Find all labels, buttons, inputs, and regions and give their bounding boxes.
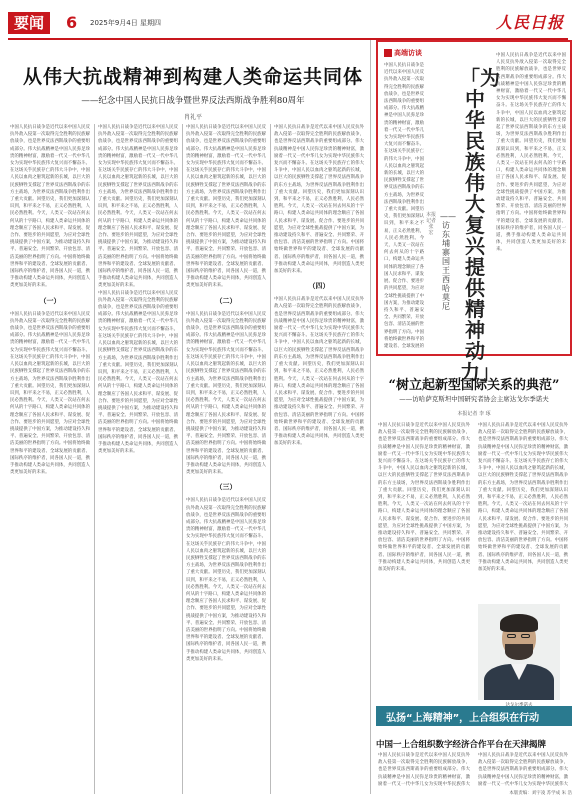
page-header bbox=[8, 10, 568, 40]
column-text: 中国人民抗日战争是近代以来中国人民反抗外敌入侵第一次取得完全胜利的民族解放战争，也是世界反法西斯战争的重要组成部分。伟大抗战精神是中国人民弥足珍贵的精神财富，激励着一代又一代中华儿女为实现中华民族伟大复兴而不懈奋斗。在这场关乎民族存亡的伟大斗争中，中国人民以血肉之躯筑起新的长城，以巨大的民族牺牲支撑起了世界反法西斯战争的东方主战场，为世界反法西斯战争胜利作出了重大贡献。回望历史，我们更加深刻认识到，和平来之不易，正义必然胜利，人民必然胜利。今天，人类又一次站在何去何从的十字路口，构建人类命运共同体的理念顺应了各国人民求和平、谋发展、促合作、要进步的共同愿望，为应对全球性挑战提供了中国方案，为推动建设持久和平、普遍安全、共同繁荣、开放包容、清洁美丽的世界指明了方向。中国将始终做世界和平的建设者、全球发展的贡献者、国际秩序的维护者，同各国人民一道，携手推动构建人类命运共同体，共同创造人类更加美好的未来。 bbox=[274, 297, 364, 447]
column-text: 中国人民抗日战争是近代以来中国人民反抗外敌入侵第一次取得完全胜利的民族解放战争，也是世界反法西斯战争的重要组成部分。伟大抗战精神是中国人民弥足珍贵的精神财富，激励着一代又一代中华儿女为实现中华民族伟大复兴而不懈奋斗。在这场关乎民族存亡的伟大斗争中，中国人民以血肉之躯筑起新的长城，以巨大的民族牺牲支撑起了世界反法西斯战争的东方主战场，为世界反法西斯战争胜利作出了重大贡献。回望历史，我们更加深刻认识到，和平来之不易，正义必然胜利，人民必然胜利。今天，人类又一次站在何去何从的十字路口，构建人类命运共同体的理念顺应了各国人民求和平、谋发展、促合作、要进步的共同愿望，为应对全球性挑战提供了中国方案，为推动建设持久和平、普遍安全、共同繁荣、开放包容、清洁美丽的世界指明了方向。中国将始终做世界和平的建设者、全球发展的贡献者、国际秩序的维护者，同各国人民一道，携手推动构建人类命运共同体，共同创造人类更加美好的未来。 bbox=[10, 125, 90, 289]
section-heading-2: （二） bbox=[215, 295, 237, 305]
column-text: 中国人民抗日战争是近代以来中国人民反抗外敌入侵第一次取得完全胜利的民族解放战争，也是世界反法西斯战争的重要组成部分。伟大抗战精神是中国人民弥足珍贵的精神财富，激励着一代又一代中华儿女为实现中华民族伟大复兴而不懈奋斗。在这场关乎民族存亡的伟大斗争中，中国人民以血肉之躯筑起新的长城，以巨大的民族牺牲支撑起了世界反法西斯战争的东方主战场，为世界反法西斯战争胜利作出了重大贡献。回望历史，我们更加深刻认识到，和平来之不易，正义必然胜利，人民必然胜利。今天，人类又一次站在何去何从的十字路口，构建人类命运共同体的理念顺应了各国人民求和平、谋发展、促合作、要进步的共同愿望，为应对全球性挑战提供了中国方案，为推动建设持久和平、普遍安全、共同繁荣、开放包容、清洁美丽的世界指明了方向。中国将始终做世界和平的建设者、全球发展的贡献者、国际秩序的维护者，同各国人民一道，携手推动构建人类命运共同体，共同创造人类更加美好的未来。 bbox=[98, 290, 178, 455]
column-divider bbox=[370, 40, 371, 794]
photo-glasses-right bbox=[521, 634, 530, 638]
column-divider bbox=[94, 124, 95, 794]
article2-byline: 本报记者 李 琢 bbox=[457, 411, 491, 417]
article3-text-left bbox=[378, 752, 470, 788]
column-text: 中国人民抗日战争是近代以来中国人民反抗外敌入侵第一次取得完全胜利的民族解放战争，也是世界反法西斯战争的重要组成部分。伟大抗战精神是中国人民弥足珍贵的精神财富，激励着一代又一代中华儿女为实现中华民族伟大复兴而不懈奋斗。在这场关乎民族存亡的伟大斗争中，中国人民以血肉之躯筑起新的长城，以巨大的民族牺牲支撑起了世界反法西斯战争的东方主战场，为世界反法西斯战争胜利作出了重大贡献。回望历史，我们更加深刻认识到，和平来之不易，正义必然胜利，人民必然胜利。今天，人类又一次站在何去何从的十字路口，构建人类命运共同体的理念顺应了各国人民求和平、谋发展、促合作、要进步的共同愿望，为应对全球性挑战提供了中国方案，为推动建设持久和平、普遍安全、共同繁荣、开放包容、清洁美丽的世界指明了方向。中国将始终做世界和平的建设者、全球发展的贡献者、国际秩序的维护者，同各国人民一道，携手推动构建人类命运共同体，共同创造人类更加美好的未来。 bbox=[186, 498, 266, 662]
column-text: 中国人民抗日战争是近代以来中国人民反抗外敌入侵第一次取得完全胜利的民族解放战争，也是世界反法西斯战争的重要组成部分。伟大抗战精神是中国人民弥足珍贵的精神财富，激励着一代又一代中华儿女为实现中华民族伟大复兴而不懈奋斗。在这场关乎民族存亡的伟大斗争中，中国人民以血肉之躯筑起新的长城，以巨大的民族牺牲支撑起了世界反法西斯战争的东方主战场，为世界反法西斯战争胜利作出了重大贡献。回望历史，我们更加深刻认识到，和平来之不易，正义必然胜利，人民必然胜利。今天，人类又一次站在何去何从的十字路口，构建人类命运共同体的理念顺应了各国人民求和平、谋发展、促合作、要进步的共同愿望，为应对全球性挑战提供了中国方案，为推动建设持久和平、普遍安全、共同繁荣、开放包容、清洁美丽的世界指明了方向。中国将始终做世界和平的建设者、全球发展的 bbox=[384, 63, 424, 348]
feature-interview-box bbox=[376, 40, 572, 384]
main-subheadline: ——纪念中国人民抗日战争暨世界反法西斯战争胜利80周年 bbox=[81, 96, 305, 106]
photo-glasses-left bbox=[507, 634, 516, 638]
page-number: 6 bbox=[66, 13, 78, 32]
section-heading-3: （三） bbox=[215, 482, 237, 492]
article2-headline: “树立起新型国际关系的典范” bbox=[388, 378, 560, 393]
portrait-photo bbox=[478, 604, 560, 700]
page-credits: 本版责编：刘宇凌 苏学成 朱 浩 bbox=[509, 791, 572, 796]
masthead-logo: 人民日报 bbox=[495, 13, 564, 32]
feature-text-left bbox=[384, 62, 424, 348]
tag-square-icon bbox=[384, 49, 392, 57]
column-text: 中国人民抗日战争是近代以来中国人民反抗外敌入侵第一次取得完全胜利的民族解放战争，也是世界反法西斯战争的重要组成部分。伟大抗战精神是中国人民弥足珍贵的精神财富，激励着一代又一代中华儿女为实现中华民族伟大 bbox=[378, 753, 470, 787]
main-headline: 从伟大抗战精神到构建人类命运共同体 bbox=[22, 66, 363, 88]
topic-banner bbox=[376, 706, 572, 726]
photo-beard bbox=[505, 644, 533, 660]
issue-date: 2025年9月4日 星期四 bbox=[90, 19, 161, 27]
column-text: 中国人民抗日战争是近代以来中国人民反抗外敌入侵第一次取得完全胜利的民族解放战争，也是世界反法西斯战争的重要组成部分。伟大抗战精神是中国人民弥足珍贵的精神财富，激励着一代又一代中华儿女为实现中华民族伟大复兴而不懈奋斗。在这场关乎民族存亡的伟大斗争中，中国人民以血肉之躯筑起新的长城，以巨大的民族牺牲支撑起了世界反法西斯战争的东方主战场，为世界反法西斯战争胜利作出了重大贡献。回望历史，我们更加深刻认识到，和平来之不易，正义必然胜利，人民必然胜利。今天，人类又一次站在何去何从的十字路口，构建人类命运共同体的理念顺应了各国人民求和平、谋发展、促合作、要进步的共同愿望，为应对全球性挑战提供了中国方案，为推动建设持久和平、普遍安全、共同繁荣、开放包容、清洁美丽的世界指明了方向。中国将始终做世界和平的建设者、全球发展的贡献者、国际秩序的维护者，同各国人民一道，携手推动构建人类命运共同体，共同创造人类更加美好的未来。 bbox=[98, 125, 178, 289]
column-text: 中国人民抗日战争是近代以来中国人民反抗外敌入侵第一次取得完全胜利的民族解放战争，也是世界反法西斯战争的重要组成部分。伟大抗战精神是中国人民弥足珍贵的精神财富，激励着一代又一代中华儿女为实现中华民族伟大复兴而不懈奋斗。在这场关乎民族存亡的伟大斗争中，中国人民以血肉之躯筑起新的长城，以巨大的民族牺牲支撑起了世界反法西斯战争的东方主战场，为世界反法西斯战争胜利作出了重大贡献。回望历史，我们更加深刻认识到，和平来之不易，正义必然胜利，人民必然胜利。今天，人类又一次站在何去何从的十字路口，构建人类命运共同体的理念顺应了各国人民求和平、谋发展、促合作、要进步的共同愿望，为应对全球性挑战提供了中国方案，为推动建设持久和平、普遍安全、共同繁荣、开放包容、清洁美丽的世界指明了方向。中国将始终做世界和平的建设者、全球发展的贡献者、国际秩序的维护者，同各国人民一道，携手推动构建人类命运共同体，共同创造人类更加美好的未来。 bbox=[186, 125, 266, 289]
section-heading-4: （四） bbox=[308, 281, 330, 291]
column-text: 中国人民抗日战争是近代以来中国人民反抗外敌入侵第一次取得完全胜利的民族解放战争，也是世界反法西斯战争的重要组成部分。伟大抗战精神是中国人民弥足珍贵的精神财富，激励着一代又一代中华儿女为实现中华民族伟大复兴而不懈奋斗。在这场关乎民族存亡的伟大斗争中，中国人民以血肉之躯筑起新的长城，以巨大的民族牺牲支撑起了世界反法西斯战争的东方主战场，为世界反法西斯战争胜利作出了重大贡献。回望历史，我们更加深刻认识到，和平来之不易，正义必然胜利，人民必然胜利。今天，人类又一次站在何去何从的十字路口，构建人类命运共同体的理念顺应了各国人民求和平、谋发展、促合作、要进步的共同愿望，为应对全球性挑战提供了中国方案，为推动建设持久和平、普遍安全、共同繁荣、开放包容、清洁美丽的世界指明了方向。中国将始终做世界和平的建设者、全球发展的贡献者、国际秩序的维护者，同各国人民一道，携手推动构建人类命运共同体，共同创造人类更加美好的未来。 bbox=[378, 423, 470, 573]
text-column-3 bbox=[186, 124, 266, 796]
column-text: 中国人民抗日战争是近代以来中国人民反抗外敌入侵第一次取得完全胜利的民族解放战争，也是世界反法西斯战争的重要组成部分。伟大抗战精神是中国人民弥足珍贵的精神财富，激励着一代又一代中华儿女为实现中华民族伟大复兴而不懈奋斗。在这场关乎民族存亡的伟大斗争中，中国人民以血肉之躯筑起新的长城，以巨大的民族牺牲支撑起了世界反法西斯战争的东方主战场，为世界反法西斯战争胜利作出了重大贡献。回望历史，我们更加深刻认识到，和平来之不易，正义必然胜利，人民必然胜利。今天，人类又一次站在何去何从的十字路口，构建人类命运共同体的理念顺应了各国人民求和平、谋发展、促合作、要进步的共同愿望，为应对全球性挑战提供了中国方案，为推动建设持久和平、普遍安全、共同繁荣、开放包容、清洁美丽的世界指明了方向。中国将始终做世界和平的建设者、全球发展的贡献者、国际秩序的维护者，同各国人民一道，携手推动构建人类命运共同体，共同创造人类更加美好的未来。 bbox=[274, 125, 364, 275]
feature-text-right bbox=[496, 52, 566, 348]
column-text: 中国人民抗日战争是近代以来中国人民反抗外敌入侵第一次取得完全胜利的民族解放战争，也是世界反法西斯战争的重要组成部分。伟大抗战精神是中国人民弥足珍贵的精神财富，激励着一代又一代中华儿女为实现中华民族伟大 bbox=[478, 753, 568, 787]
column-text: 中国人民抗日战争是近代以来中国人民反抗外敌入侵第一次取得完全胜利的民族解放战争，也是世界反法西斯战争的重要组成部分。伟大抗战精神是中国人民弥足珍贵的精神财富，激励着一代又一代中华儿女为实现中华民族伟大复兴而不懈奋斗。在这场关乎民族存亡的伟大斗争中，中国人民以血肉之躯筑起新的长城，以巨大的民族牺牲支撑起了世界反法西斯战争的东方主战场，为世界反法西斯战争胜利作出了重大贡献。回望历史，我们更加深刻认识到，和平来之不易，正义必然胜利，人民必然胜利。今天，人类又一次站在何去何从的十字路口，构建人类命运共同体的理念顺应了各国人民求和平、谋发展、促合作、要进步的共同愿望，为应对全球性挑战提供了中国方案，为推动建设持久和平、普遍安全、共同繁荣、开放包容、清洁美丽的世界指明了方向。中国将始终做世界和平的建设者、全球发展的贡献者、国际秩序的维护者，同各国人民一道，携手推动构建人类命运共同体，共同创造人类更加美好的未来。 bbox=[496, 53, 566, 253]
feature-subheadline: ——访东埔寨国王西哈莫尼 bbox=[440, 212, 456, 311]
feature-reporter: 本报记者 张 宏 bbox=[426, 212, 437, 236]
section-label: 要闻 bbox=[8, 12, 50, 34]
main-byline: 肖礼平 bbox=[183, 114, 202, 121]
article3-headline: 中国一上合组织数字经济合作平台在天津揭牌 bbox=[376, 740, 547, 750]
feature-tag-label: 高端访谈 bbox=[394, 49, 422, 57]
article2-subheadline: ——访哈萨克斯坦中国研究者协会主席达戈尔季诺夫 bbox=[399, 395, 549, 403]
column-divider bbox=[182, 124, 183, 794]
text-column-1 bbox=[10, 124, 90, 796]
column-text: 中国人民抗日战争是近代以来中国人民反抗外敌入侵第一次取得完全胜利的民族解放战争，也是世界反法西斯战争的重要组成部分。伟大抗战精神是中国人民弥足珍贵的精神财富，激励着一代又一代中华儿女为实现中华民族伟大复兴而不懈奋斗。在这场关乎民族存亡的伟大斗争中，中国人民以血肉之躯筑起新的长城，以巨大的民族牺牲支撑起了世界反法西斯战争的东方主战场，为世界反法西斯战争胜利作出了重大贡献。回望历史，我们更加深刻认识到，和平来之不易，正义必然胜利，人民必然胜利。今天，人类又一次站在何去何从的十字路口，构建人类命运共同体的理念顺应了各国人民求和平、谋发展、促合作、要进步的共同愿望，为应对全球性挑战提供了中国方案，为推动建设持久和平、普遍安全、共同繁荣、开放包容、清洁美丽的世界指明了方向。中国将始终做世界和平的建设者、全球发展的贡献者、国际秩序的维护者，同各国人民一道，携手推动构建人类命运共同体，共同创造人类更加美好的未来。 bbox=[10, 311, 90, 476]
article2-text-left bbox=[378, 422, 470, 704]
article3-text-right bbox=[478, 752, 568, 788]
photo-hair bbox=[500, 614, 538, 632]
text-column-2 bbox=[98, 124, 178, 796]
column-text: 中国人民抗日战争是近代以来中国人民反抗外敌入侵第一次取得完全胜利的民族解放战争，也是世界反法西斯战争的重要组成部分。伟大抗战精神是中国人民弥足珍贵的精神财富，激励着一代又一代中华儿女为实现中华民族伟大复兴而不懈奋斗。在这场关乎民族存亡的伟大斗争中，中国人民以血肉之躯筑起新的长城，以巨大的民族牺牲支撑起了世界反法西斯战争的东方主战场，为世界反法西斯战争胜利作出了重大贡献。回望历史，我们更加深刻认识到，和平来之不易，正义必然胜利，人民必然胜利。今天，人类又一次站在何去何从的十字路口，构建人类命运共同体的理念顺应了各国人民求和平、谋发展、促合作、要进步的共同愿望，为应对全球性挑战提供了中国方案，为推动建设持久和平、普遍安全、共同繁荣、开放包容、清洁美丽的世界指明了方向。中国将始终做世界和平的建设者、全球发展的贡献者、国际秩序的维护者，同各国人民一道，携手推动构建人类命运共同体，共同创造人类更加美好的未来。 bbox=[186, 311, 266, 476]
feature-headline: 「为中华民族伟大复兴提供精神动力」 bbox=[460, 66, 500, 384]
column-text: 中国人民抗日战争是近代以来中国人民反抗外敌入侵第一次取得完全胜利的民族解放战争，也是世界反法西斯战争的重要组成部分。伟大抗战精神是中国人民弥足珍贵的精神财富，激励着一代又一代中华儿女为实现中华民族伟大复兴而不懈奋斗。在这场关乎民族存亡的伟大斗争中，中国人民以血肉之躯筑起新的长城，以巨大的民族牺牲支撑起了世界反法西斯战争的东方主战场，为世界反法西斯战争胜利作出了重大贡献。回望历史，我们更加深刻认识到，和平来之不易，正义必然胜利，人民必然胜利。今天，人类又一次站在何去何从的十字路口，构建人类命运共同体的理念顺应了各国人民求和平、谋发展、促合作、要进步的共同愿望，为应对全球性挑战提供了中国方案，为推动建设持久和平、普遍安全、共同繁荣、开放包容、清洁美丽的世界指明了方向。中国将始终做世界和平的建设者、全球发展的贡献者、国际秩序的维护者，同各国人民一道，携手推动构建人类命运共同体，共同创造人类更加美好的未来。 bbox=[478, 423, 568, 573]
feature-tag bbox=[384, 48, 422, 58]
banner-text: 弘扬“上海精神”，上合组织在行动 bbox=[386, 713, 540, 724]
column-divider bbox=[270, 124, 271, 794]
section-heading-1: （一） bbox=[39, 295, 61, 305]
text-column-4 bbox=[274, 124, 364, 796]
article2-text-right bbox=[478, 422, 568, 602]
